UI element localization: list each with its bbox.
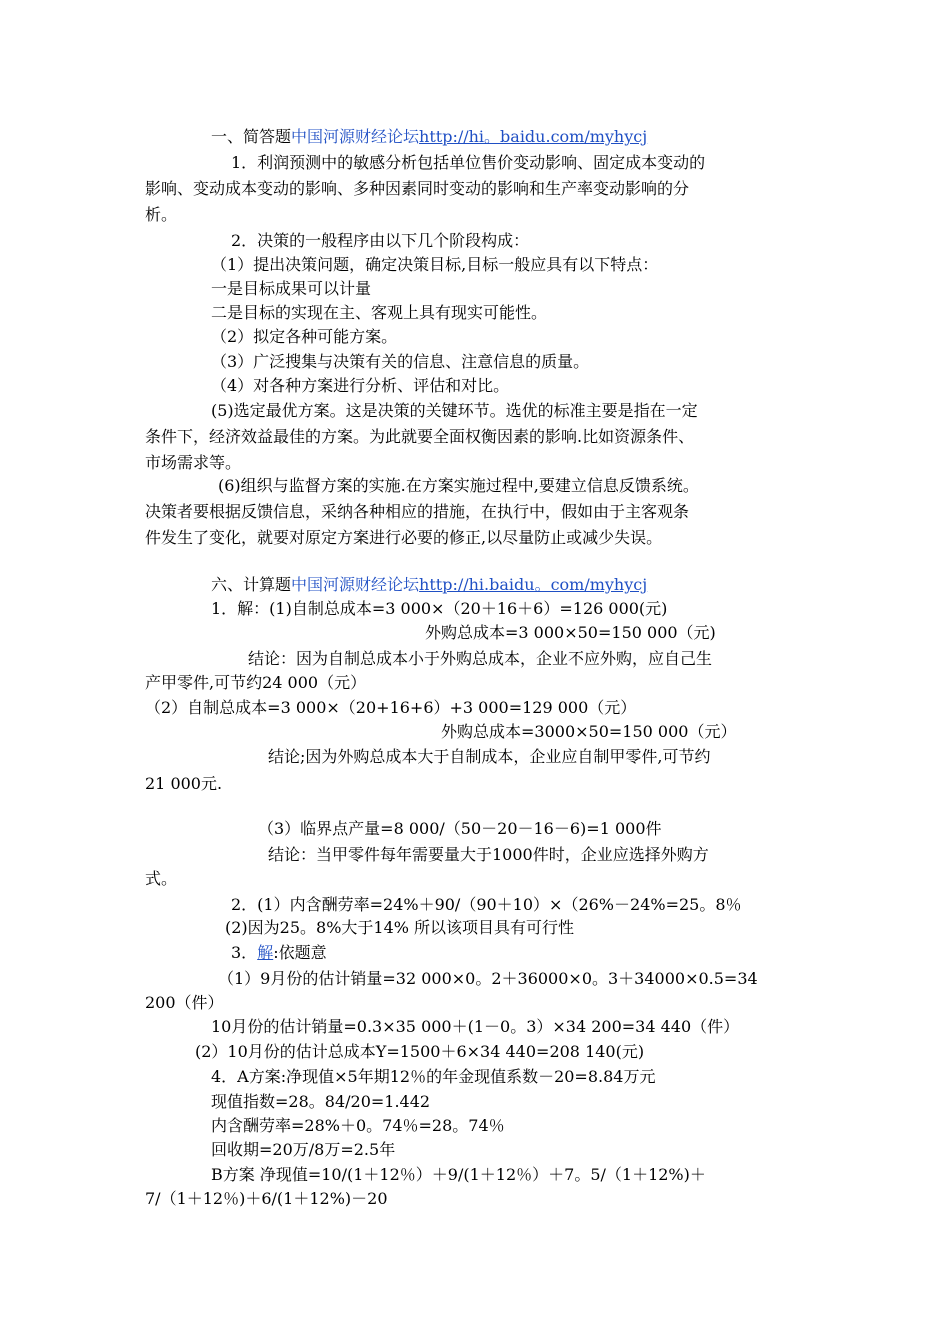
text-line: 回收期=20万/8万=2.5年 [211, 1140, 396, 1159]
section6-heading [211, 573, 647, 597]
text-line: 4．A方案:净现值×5年期12％的年金现值系数－20=8.84万元 [211, 1067, 656, 1086]
item-text: :依题意 [273, 943, 327, 962]
section6-heading-prefix: 六、计算题 [211, 575, 292, 594]
text-line: 结论：当甲零件每年需要量大于1000件时，企业应选择外购方 [268, 845, 709, 864]
text-line: 现值指数=28。84/20=1.442 [211, 1092, 431, 1111]
text-line: 2．决策的一般程序由以下几个阶段构成： [231, 231, 530, 250]
text-line: 外购总成本=3000×50=150 000（元） [441, 722, 737, 741]
text-line: 产甲零件,可节约24 000（元） [145, 673, 367, 692]
text-line: 一是目标成果可以计量 [211, 279, 372, 298]
text-line: 10月份的估计销量=0.3×35 000＋(1－0。3）×34 200=34 440（件） [211, 1017, 740, 1036]
text-line: 7/（1＋12％)＋6/(1＋12%)－20 [145, 1189, 388, 1208]
text-line: （3）广泛搜集与决策有关的信息、注意信息的质量。 [211, 352, 590, 371]
text-line: （1）提出决策问题，确定决策目标,目标一般应具有以下特点： [211, 255, 659, 274]
text-line: 条件下，经济效益最佳的方案。为此就要全面权衡因素的影响.比如资源条件、 [145, 427, 695, 446]
text-line: (5)选定最优方案。这是决策的关键环节。选优的标准主要是指在一定 [211, 401, 698, 420]
section1-site-link[interactable]: 中国河源财经论坛 [291, 127, 420, 146]
section1-url-link[interactable]: http://hi。baidu.com/myhycj [419, 127, 648, 146]
text-line: B方案 净现值=10/(1＋12％）＋9/(1＋12％）＋7。5/（1＋12%)＋ [211, 1165, 706, 1184]
text-line: 结论：因为自制总成本小于外购总成本，企业不应外购，应自己生 [248, 649, 713, 668]
text-line: 二是目标的实现在主、客观上具有现实可能性。 [211, 303, 548, 322]
text-line: （3）临界点产量=8 000/（50－20－16－6)=1 000件 [258, 819, 662, 838]
text-line: 市场需求等。 [145, 453, 242, 472]
text-line: （1）9月份的估计销量=32 000×0。2＋36000×0。3＋34000×0.5=34 [218, 969, 758, 988]
section1-heading-prefix: 一、简答题 [211, 127, 292, 146]
text-line: 200（件） [145, 993, 224, 1012]
text-line: 决策者要根据反馈信息，采纳各种相应的措施，在执行中，假如由于主客观条 [145, 502, 690, 521]
section1-heading [211, 125, 647, 149]
text-line: 1．解：(1)自制总成本=3 000×（20＋16＋6）=126 000(元) [211, 599, 668, 618]
text-line: 21 000元. [145, 774, 223, 793]
solution-link[interactable]: 解 [257, 943, 274, 962]
text-line: （2）自制总成本=3 000×（20+16+6）+3 000=129 000（元） [145, 698, 637, 717]
text-line: 内含酬劳率=28%＋0。74％=28。74％ [211, 1116, 505, 1135]
section6-url-link[interactable]: http://hi.baidu。com/myhycj [419, 575, 648, 594]
text-line: 1．利润预测中的敏感分析包括单位售价变动影响、固定成本变动的 [231, 153, 706, 172]
text-line: (6)组织与监督方案的实施.在方案实施过程中,要建立信息反馈系统。 [218, 476, 699, 495]
text-line: 2．(1）内含酬劳率=24%＋90/（90＋10）×（26%－24%=25。8％ [231, 895, 742, 914]
text-line: 结论;因为外购总成本大于自制成本，企业应自制甲零件,可节约 [268, 747, 711, 766]
text-line [231, 941, 327, 965]
text-line: (2)因为25。8%大于14% 所以该项目具有可行性 [225, 918, 575, 937]
text-line: （4）对各种方案进行分析、评估和对比。 [211, 376, 510, 395]
text-line: （2）拟定各种可能方案。 [211, 327, 398, 346]
text-line: 外购总成本=3 000×50=150 000（元) [425, 623, 716, 642]
text-line: 式。 [145, 869, 178, 888]
text-line: 析。 [145, 205, 178, 224]
text-line: 影响、变动成本变动的影响、多种因素同时变动的影响和生产率变动影响的分 [145, 179, 690, 198]
item-number: 3． [231, 943, 258, 962]
text-line: 件发生了变化，就要对原定方案进行必要的修正,以尽量防止或减少失误。 [145, 528, 663, 547]
text-line: (2）10月份的估计总成本Y=1500＋6×34 440=208 140(元) [195, 1042, 645, 1061]
section6-site-link[interactable]: 中国河源财经论坛 [291, 575, 420, 594]
